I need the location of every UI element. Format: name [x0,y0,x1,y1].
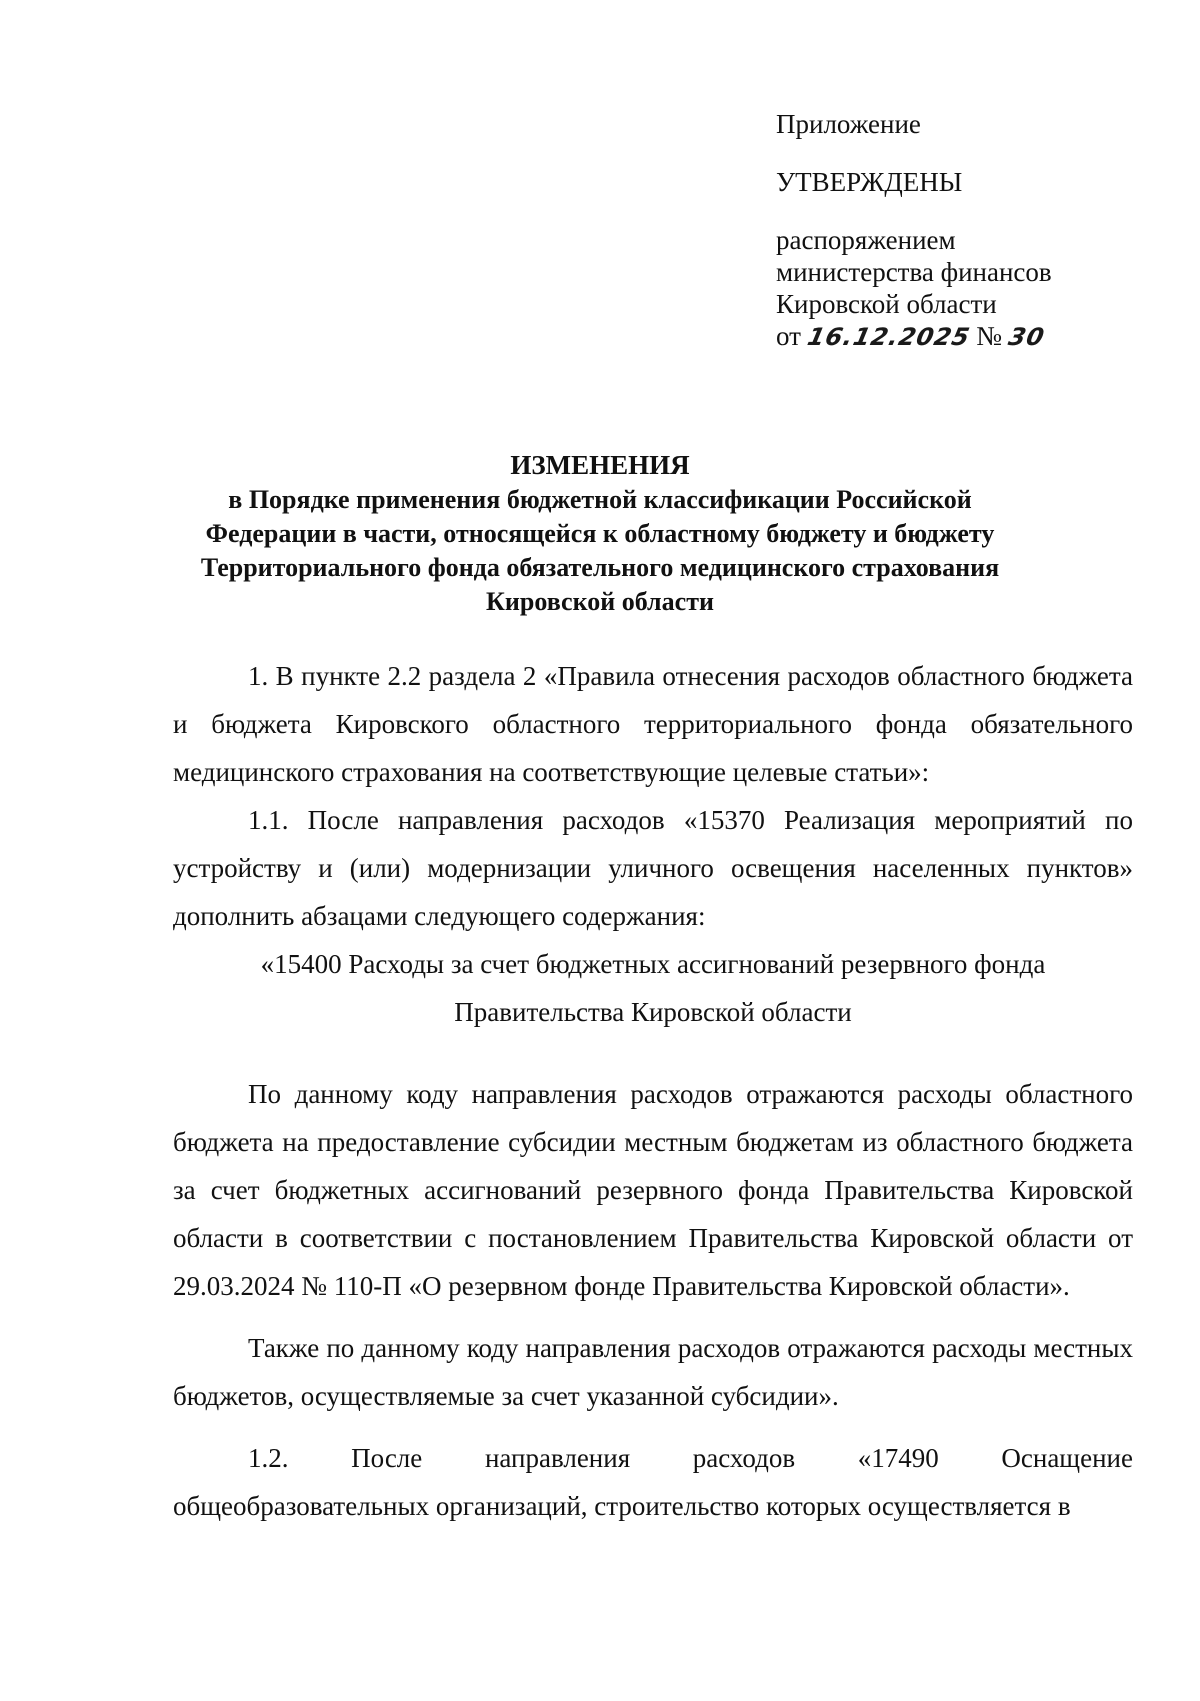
p12-word-1: 1.2. [248,1443,289,1473]
heading-subtitle-2: Федерации в части, относящейся к областному бюджету и бюджету [205,519,995,548]
approval-line-2: министерства финансов [776,257,1052,287]
handwritten-date: 16.12.2025 [804,323,973,351]
paragraph-1: 1. В пункте 2.2 раздела 2 «Правила отнесения расходов областного бюджета и бюджета Кировского областного территориального фонда обязательного медицинского страхования на соответствующие целевые статьи»: [173,661,1133,787]
paragraph-1-2-continuation: общеобразовательных организаций, строительство которых осуществляется в [173,1491,1071,1521]
appendix-label: Приложение [776,109,921,139]
p12-word-3: направления [484,1443,631,1473]
approval-date-line [776,320,1052,353]
approved-label: УТВЕРЖДЕНЫ [776,167,963,197]
p12-word-2: После [351,1443,423,1473]
date-prefix: от [776,321,801,351]
heading-subtitle-4: Кировской области [486,587,714,616]
heading-subtitle-1: в Порядке применения бюджетной классификации Российской [228,485,972,514]
document-body [173,652,1133,1530]
document-title: ИЗМЕНЕНИЯ [510,450,690,480]
number-sign: № [976,321,1003,351]
paragraph-1-2-first-line [173,1434,1133,1482]
paragraph-also: Также по данному коду направления расходов отражаются расходы местных бюджетов, осуществляемые за счет указанной субсидии». [173,1333,1133,1411]
paragraph-description: По данному коду направления расходов отражаются расходы областного бюджета на предоставление субсидии местным бюджетам из областного бюджета за счет бюджетных ассигнований резервного фонда Правительства Кировской области в соответствии с постановлением Правительства Кировской области от 29.03.2024 № 110-П «О резервном фонде Правительства Кировской области». [173,1079,1133,1301]
approval-block [776,108,1052,353]
approval-line-3: Кировской области [776,289,997,319]
paragraph-1-1: 1.1. После направления расходов «15370 Реализация мероприятий по устройству и (или) модернизации уличного освещения населенных пунктов» дополнить абзацами следующего содержания: [173,805,1133,931]
p12-word-6: Оснащение [1001,1443,1133,1473]
new-code-title-line-2: Правительства Кировской области [454,997,852,1027]
document-heading [150,448,1050,619]
handwritten-number: 30 [1005,323,1048,351]
new-code-title-line-1: «15400 Расходы за счет бюджетных ассигнований резервного фонда [260,949,1046,979]
p12-word-5: «17490 [857,1443,939,1473]
p12-word-4: расходов [692,1443,796,1473]
heading-subtitle-3: Территориального фонда обязательного медицинского страхования [200,553,1000,582]
approval-line-1: распоряжением [776,225,956,255]
